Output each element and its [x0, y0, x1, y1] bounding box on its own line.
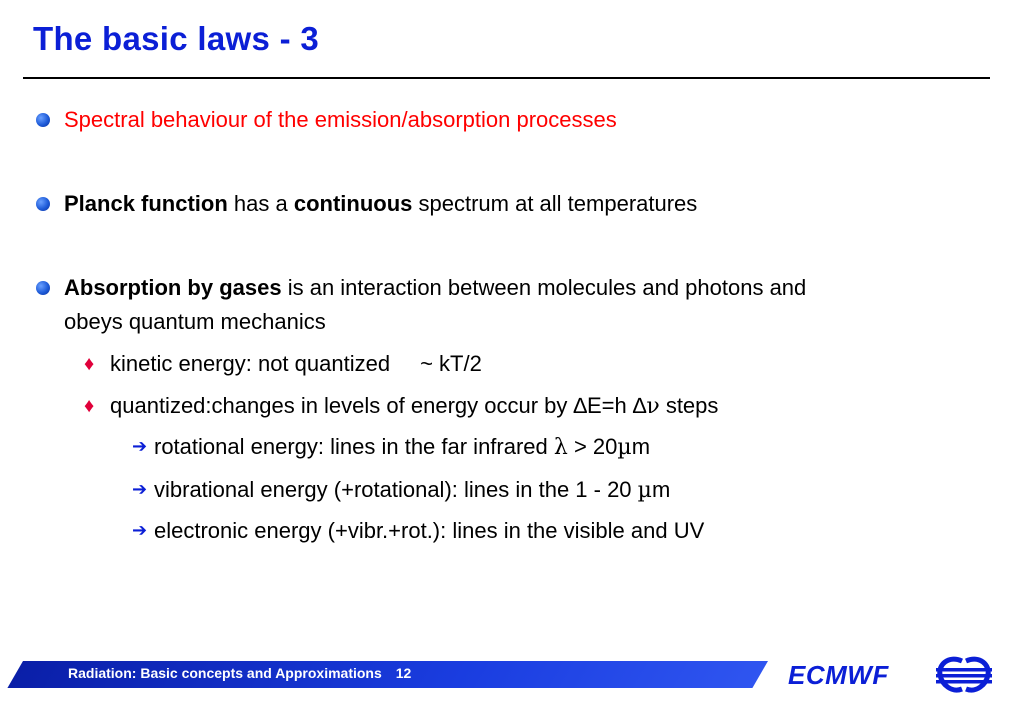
delta-symbol: ∆ — [573, 393, 587, 418]
brand-name: ECMWF — [788, 660, 889, 690]
bullet-2-bold-1: Planck function — [64, 191, 228, 216]
arrow-right-icon: ➔ — [132, 436, 148, 456]
bullet-2-mid: has a — [227, 191, 294, 216]
bullet-3-rest: is an interaction between molecules and photons and — [281, 275, 807, 300]
arrow-bullet-2-post: m — [651, 477, 671, 502]
footer-title: Radiation: Basic concepts and Approximations — [68, 665, 382, 681]
sub-bullet-2-mid: E=h — [586, 393, 633, 418]
bullet-3-line-2: obeys quantum mechanics — [64, 309, 326, 334]
sub-bullet-1-value: ~ kT/2 — [420, 351, 482, 376]
arrow-bullet-1-mid: > 20 — [567, 434, 618, 459]
lambda-symbol: λ — [553, 435, 568, 460]
diamond-icon: ♦ — [84, 395, 95, 417]
sub-bullet-2-pre: quantized:changes in levels of energy occur by — [110, 393, 574, 418]
bullet-3-bold: Absorption by gases — [64, 275, 282, 300]
arrow-bullet-2-pre: vibrational energy (+rotational): lines in the 1 - 20 — [154, 477, 638, 502]
sub-bullet-2 — [84, 390, 718, 423]
bullet-2-bold-2: continuous — [293, 191, 413, 216]
bullet-3-text — [64, 271, 806, 305]
mu-symbol: µ — [617, 435, 632, 460]
blue-sphere-bullet-icon — [36, 281, 50, 295]
title-divider — [23, 77, 990, 79]
arrow-bullet-1 — [132, 431, 650, 464]
slide-title: The basic laws - 3 — [33, 20, 320, 57]
ecmwf-logo-icon — [934, 653, 994, 697]
sub-bullet-1 — [84, 348, 482, 381]
page-number: 12 — [395, 665, 412, 681]
mu-symbol: µ — [637, 478, 652, 503]
footer-caption — [68, 665, 411, 681]
nu-symbol: ν — [646, 394, 660, 419]
arrow-bullet-1-pre: rotational energy: lines in the far infrared — [154, 434, 554, 459]
arrow-bullet-2 — [132, 474, 670, 507]
arrow-right-icon: ➔ — [132, 479, 148, 499]
bullet-2-text — [64, 187, 697, 221]
arrow-bullet-1-post: m — [631, 434, 651, 459]
sub-bullet-1-text: kinetic energy: not quantized — [110, 351, 391, 376]
arrow-bullet-3 — [132, 515, 704, 548]
bullet-1-text: Spectral behaviour of the emission/absorption processes — [64, 107, 617, 132]
sub-bullet-2-post: steps — [659, 393, 719, 418]
bullet-2-rest: spectrum at all temperatures — [412, 191, 698, 216]
blue-sphere-bullet-icon — [36, 113, 50, 127]
delta-symbol: ∆ — [632, 393, 647, 418]
arrow-right-icon: ➔ — [132, 520, 148, 540]
blue-sphere-bullet-icon — [36, 197, 50, 211]
arrow-bullet-3-text: electronic energy (+vibr.+rot.): lines in the visible and UV — [154, 518, 705, 543]
diamond-icon: ♦ — [84, 353, 95, 375]
